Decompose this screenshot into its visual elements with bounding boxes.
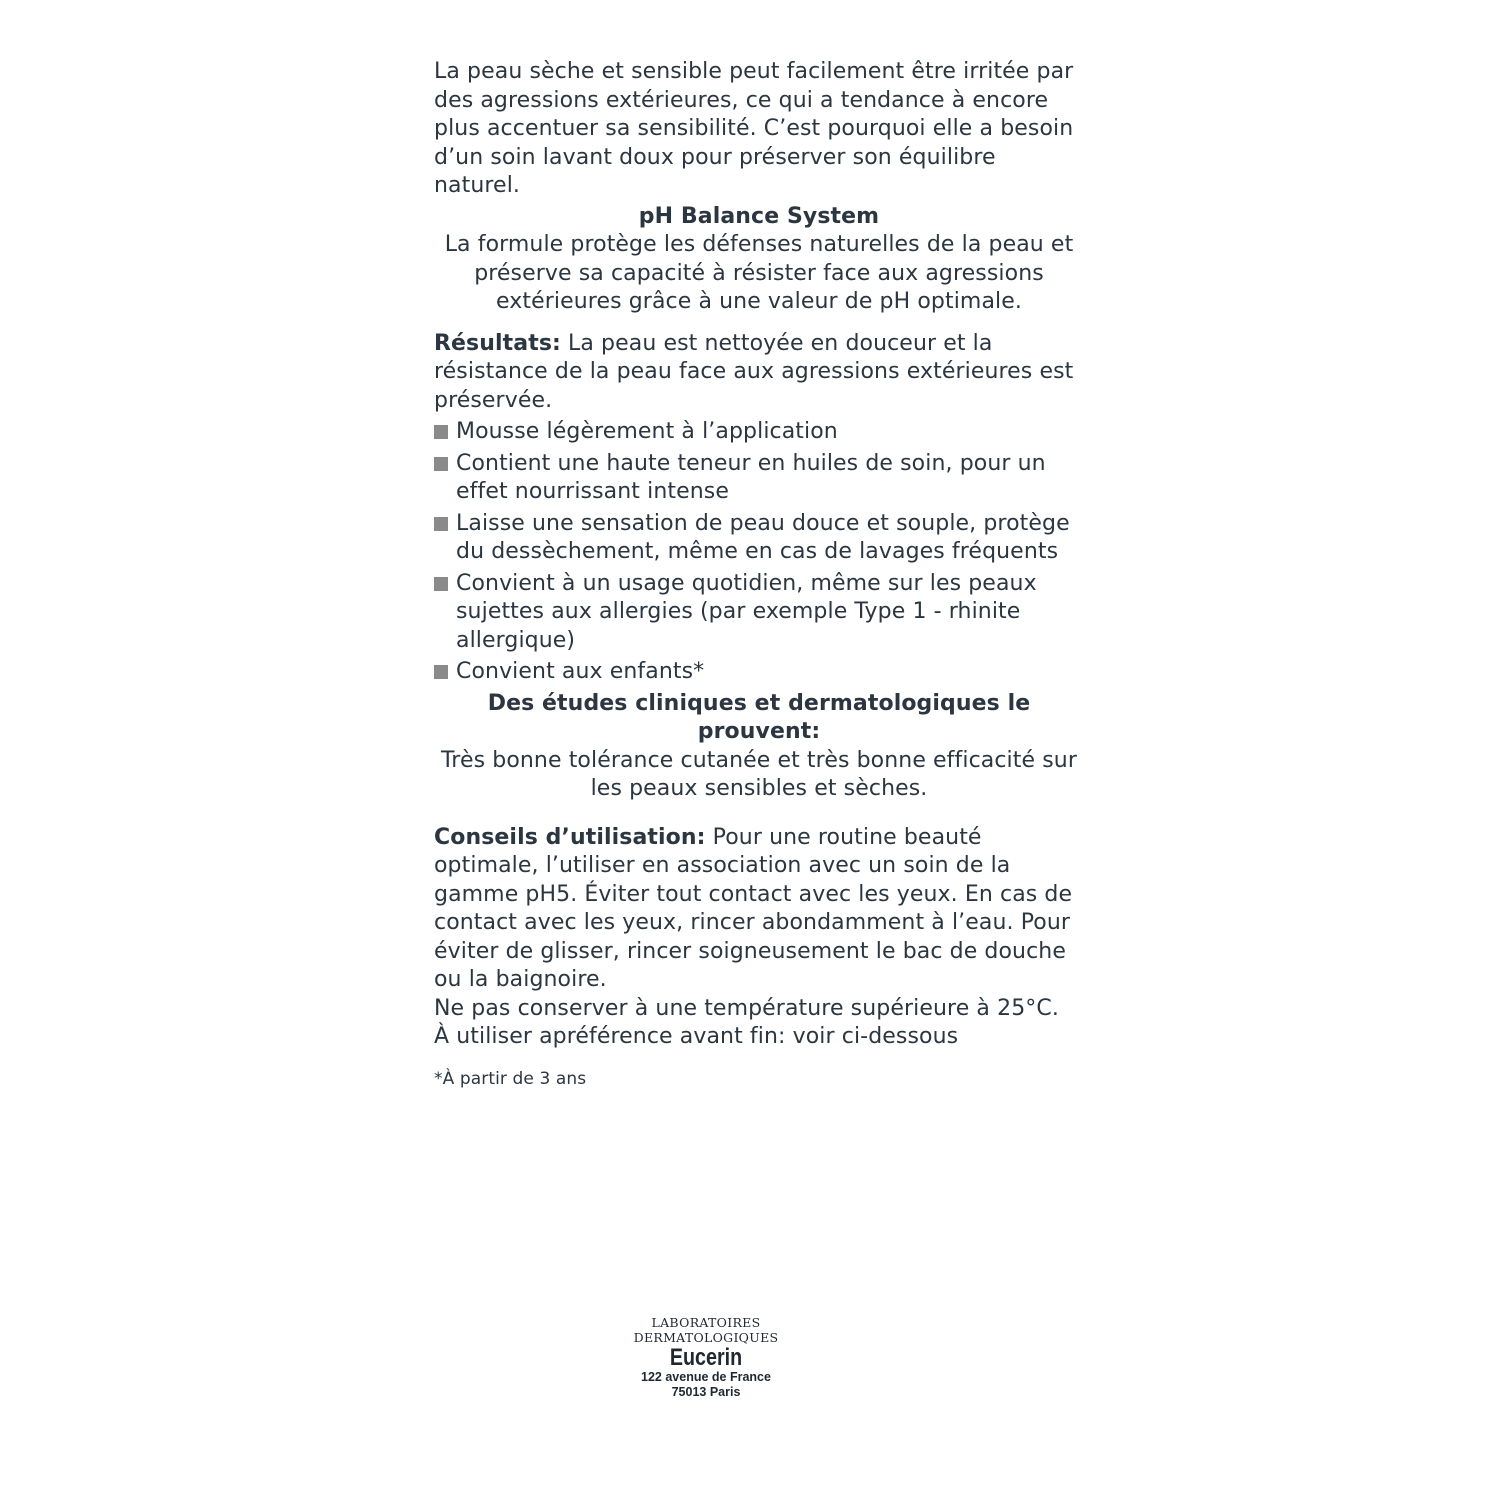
benefit-text: Contient une haute teneur en huiles de soin, pour un effet nourrissant intense (456, 450, 1046, 504)
usage-label: Conseils d’utilisation: (434, 824, 706, 850)
square-bullet-icon (434, 665, 448, 679)
ph-balance-heading: pH Balance System (638, 203, 880, 229)
benefit-text: Convient à un usage quotidien, même sur les peaux sujettes aux allergies (par exemple Type 1 - rhinite allergique) (456, 570, 1037, 653)
benefit-text: Convient aux enfants* (456, 659, 705, 684)
benefits-list (434, 418, 1084, 687)
results-label: Résultats: (434, 330, 561, 356)
square-bullet-icon (434, 457, 448, 471)
list-item (434, 418, 1084, 447)
usage-text: Pour une routine beauté optimale, l’utiliser en association avec un soin de la gamme pH5. Éviter tout contact avec les yeux. En cas de contact avec les yeux, rincer abondamment à l’eau. Pour éviter de glisser, rincer soigneusement le bac de douche ou la baignoire. (434, 824, 1073, 992)
results-text: La peau est nettoyée en douceur et la résistance de la peau face aux agressions extérieures est préservée. (434, 330, 1074, 413)
brand-line-dermatologiques: DERMATOLOGIQUES (633, 1329, 779, 1345)
list-item (434, 658, 1084, 687)
brand-line-laboratoires: LABORATOIRES (651, 1315, 761, 1330)
usage-paragraph (434, 824, 1084, 995)
intro-paragraph: La peau sèche et sensible peut facilement être irritée par des agressions extérieures, ce qui a tendance à encore plus accentuer sa sensibilité. C’est pourquoi elle a besoin d’un soin lavant doux pour préserver son équilibre naturel. (434, 59, 1074, 198)
studies-heading: Des études cliniques et dermatologiques le prouvent: (487, 690, 1031, 744)
expiry-text: À utiliser apréférence avant fin: voir ci-dessous (434, 1024, 959, 1049)
results-paragraph (434, 330, 1084, 416)
studies-section (434, 690, 1084, 804)
footnote: *À partir de 3 ans (434, 1068, 587, 1089)
square-bullet-icon (434, 577, 448, 591)
brand-logo: Eucerin (669, 1344, 743, 1371)
benefit-text: Mousse légèrement à l’application (456, 419, 838, 444)
studies-text: Très bonne tolérance cutanée et très bonne efficacité sur les peaux sensibles et sèches. (441, 747, 1077, 801)
ph-balance-text: La formule protège les défenses naturelles de la peau et préserve sa capacité à résister face aux agressions extérieures grâce à une valeur de pH optimale. (444, 232, 1074, 314)
list-item (434, 510, 1084, 567)
manufacturer-block (606, 1316, 806, 1400)
square-bullet-icon (434, 425, 448, 439)
storage-text: Ne pas conserver à une température supérieure à 25°C. (434, 995, 1059, 1021)
product-label-text (434, 58, 1084, 1090)
list-item (434, 450, 1084, 507)
brand-address-city: 75013 Paris (671, 1385, 741, 1399)
brand-address-street: 122 avenue de France (641, 1370, 771, 1384)
square-bullet-icon (434, 517, 448, 531)
ph-balance-section (434, 203, 1084, 317)
list-item (434, 570, 1084, 656)
benefit-text: Laisse une sensation de peau douce et souple, protège du dessèchement, même en cas de lavages fréquents (456, 510, 1070, 564)
